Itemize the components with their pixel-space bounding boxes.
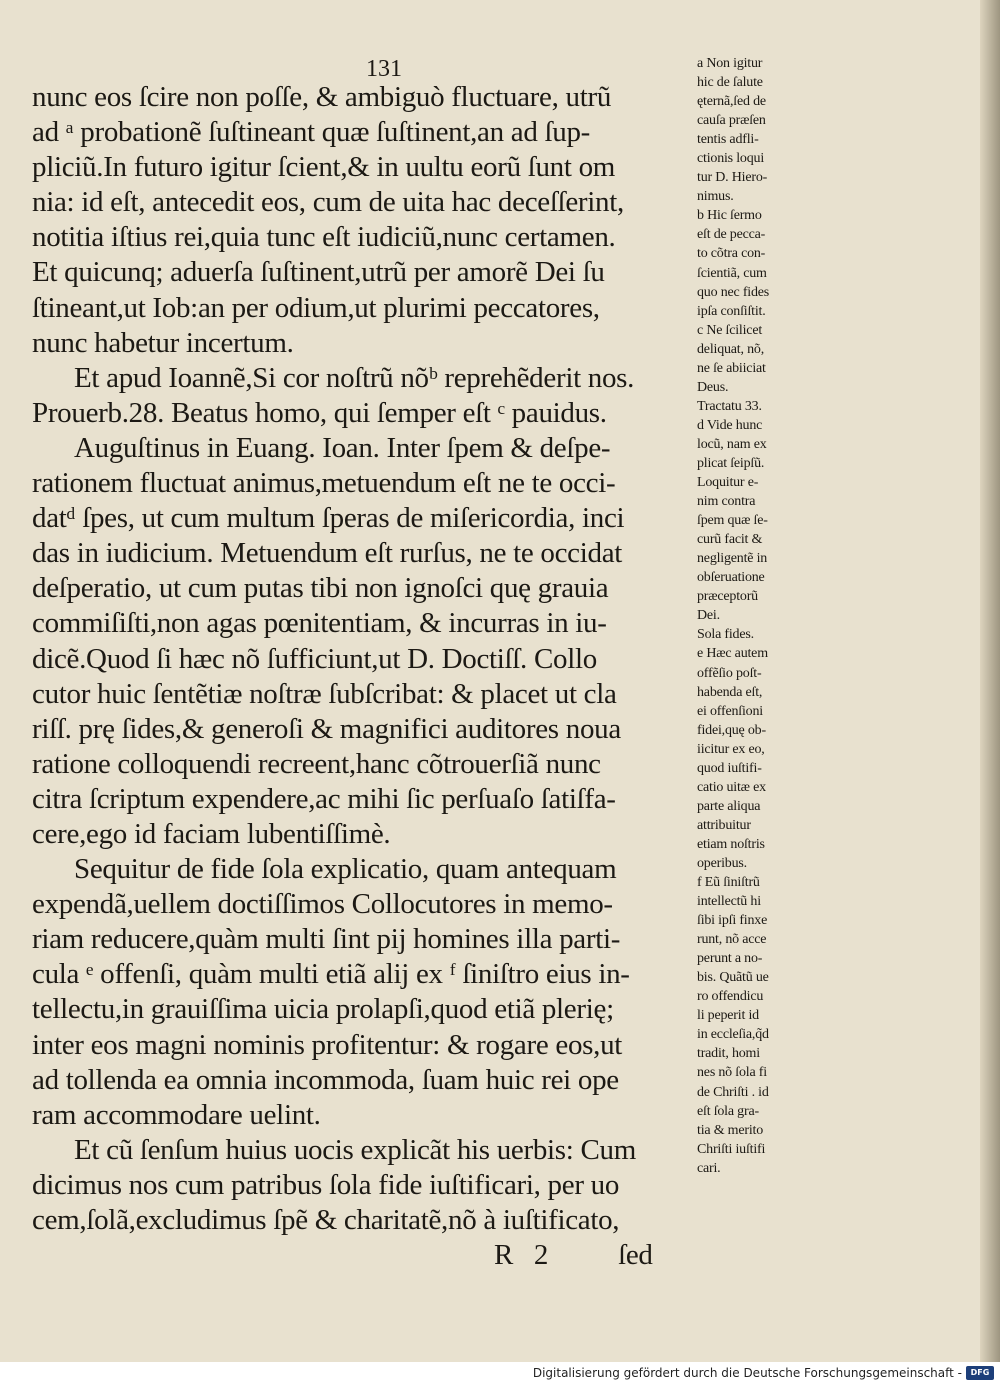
margin-note-line: Tractatu 33.	[697, 398, 762, 414]
margin-note-line: tur D. Hiero-	[697, 170, 768, 186]
text-line: nunc eos ſcire non poſſe, & ambiguò fluctuare, utrũ	[32, 81, 612, 113]
margin-note-line: Loquitur e-	[697, 475, 759, 491]
margin-note-line: nimus.	[697, 189, 734, 205]
margin-note-line: ſibi ipſi finxe	[697, 913, 768, 929]
margin-note-line: e Hæc autem	[697, 646, 768, 662]
margin-note-line: tia & merito	[697, 1122, 764, 1138]
margin-note-line: tradit, homi	[697, 1046, 760, 1062]
margin-note-line: ipſa conſiſtit.	[697, 303, 766, 319]
margin-note-line: parte aliqua	[697, 798, 761, 814]
text-line: inter eos magni nominis profitentur: & rogare eos,ut	[32, 1028, 623, 1061]
margin-note-line: cari.	[697, 1160, 721, 1176]
text-line: cula ᵉ offenſi, quàm multi etiã alij ex ᶠ ſiniſtro eius in-	[32, 958, 630, 991]
text-line: expendã,uellem doctiſſimos Collocutores in memo-	[32, 888, 613, 921]
text-line: Et quicunq; aduerſa ſuſtinent,utrũ per amorẽ Dei ſu	[32, 256, 605, 289]
text-line: dicẽ.Quod ſi hæc nõ ſufficiunt,ut D. Doctiſſ. Collo	[32, 642, 597, 675]
signature-mark: R 2	[494, 1239, 549, 1272]
text-line: Sequitur de fide ſola explicatio, quam antequam	[74, 853, 617, 886]
text-line: rationem fluctuat animus,metuendum eſt ne te occi-	[32, 467, 616, 500]
margin-note-line: perunt a no-	[697, 951, 763, 967]
text-line: pliciũ.In futuro igitur ſcient,& in uultu eorũ ſunt om	[32, 151, 616, 184]
text-line: cutor huic ſentẽtiæ noſtræ ſubſcribat: & placet ut cla	[32, 677, 617, 710]
margin-note-line: to cõtra con-	[697, 246, 766, 262]
margin-note-line: Deus.	[697, 379, 729, 395]
margin-note-line: Dei.	[697, 608, 720, 624]
margin-note-line: plicat ſeipſũ.	[697, 455, 765, 471]
text-line: ram accommodare uelint.	[32, 1098, 321, 1131]
margin-note-line: c Ne ſcilicet	[697, 322, 763, 338]
margin-note-line: operibus.	[697, 855, 747, 871]
text-line: Et apud Ioannẽ,Si cor noſtrũ nõᵇ reprehẽderit nos.	[74, 361, 635, 394]
margin-note-line: a Non igitur	[697, 56, 763, 71]
margin-note-line: ei offenſioni	[697, 703, 763, 719]
margin-note-line: obſeruatione	[697, 570, 765, 586]
margin-note-line: de Chriſti . id	[697, 1084, 769, 1100]
margin-note-line: intellectũ hi	[697, 894, 761, 910]
margin-note-line: etiam noſtris	[697, 836, 765, 852]
margin-note-line: præceptorũ	[697, 589, 758, 605]
text-line: cem,ſolã,excludimus ſpẽ & charitatẽ,nõ à iuſtificato,	[32, 1204, 620, 1236]
text-line: dicimus nos cum patribus ſola fide iuſtificari, per uo	[32, 1168, 620, 1201]
text-line: das in iudicium. Metuendum eſt rurſus, ne te occidat	[32, 537, 623, 570]
text-line: Prouerb.28. Beatus homo, qui ſemper eſt ᶜ pauidus.	[32, 396, 607, 429]
margin-note-line: curũ facit &	[697, 532, 763, 548]
margin-note-line: nim contra	[697, 494, 756, 510]
footer-bar	[0, 1362, 1000, 1385]
page-edge	[980, 0, 1000, 1362]
marginal-notes-block	[697, 54, 817, 1178]
text-line: tellectu,in grauiſſima uicia prolapſi,quod etiã plerię;	[32, 993, 614, 1026]
margin-note-line: tentis adfli-	[697, 132, 759, 148]
main-text-block	[32, 80, 692, 1273]
text-line: notitia iſtius rei,quia tunc eſt iudiciũ,nunc certamen.	[32, 221, 616, 254]
margin-note-line: Chriſti iuſtifi	[697, 1141, 766, 1157]
text-line: ſtineant,ut Iob:an per odium,ut plurimi peccatores,	[32, 291, 600, 324]
margin-note-line: ctionis loqui	[697, 151, 765, 167]
margin-note-line: f Eũ ſiniſtrũ	[697, 875, 760, 891]
catchword: ſed	[618, 1239, 653, 1272]
margin-note-line: in eccleſia,q̃d	[697, 1027, 769, 1043]
margin-note-line: b Hic ſermo	[697, 208, 762, 224]
text-line: datᵈ ſpes, ut cum multum ſperas de miſericordia, inci	[32, 502, 625, 535]
margin-note-line: habenda eſt,	[697, 684, 763, 700]
dfg-logo: DFG	[966, 1366, 994, 1380]
margin-note-line: iicitur ex eo,	[697, 741, 765, 757]
margin-note-line: eſt ſola gra-	[697, 1103, 759, 1119]
text-line: deſperatio, ut cum putas tibi non ignoſci quę grauia	[32, 572, 609, 605]
text-line: ad ᵃ probationẽ ſuſtineant quæ ſuſtinent,an ad ſup-	[32, 116, 591, 149]
text-line: nia: id eſt, antecedit eos, cum de uita hac deceſſerint,	[32, 186, 624, 219]
signature-line	[32, 1238, 692, 1273]
margin-note-line: negligentẽ in	[697, 551, 768, 567]
margin-note-line: ro offendicu	[697, 989, 764, 1005]
margin-note-line: ſcientiã, cum	[697, 265, 767, 281]
text-line: riſſ. prę ſides,& generoſi & magnifici auditores noua	[32, 712, 621, 745]
text-line: commiſiſti,non agas pœnitentiam, & incurras in iu-	[32, 607, 607, 640]
text-line: riam reducere,quàm multi ſint pij homines illa parti-	[32, 923, 621, 956]
text-line: Et cũ ſenſum huius uocis explicãt his uerbis: Cum	[74, 1133, 637, 1166]
margin-note-line: quod iuſtifi-	[697, 760, 762, 776]
margin-note-line: bis. Quãtũ ue	[697, 970, 769, 986]
text-line: nunc habetur incertum.	[32, 326, 294, 359]
margin-note-line: nes nõ ſola fi	[697, 1065, 767, 1081]
margin-note-line: Sola fides.	[697, 627, 754, 643]
text-line: citra ſcriptum expendere,ac mihi ſic perſuaſo ſatiſfa-	[32, 782, 616, 815]
text-line: cere,ego id faciam lubentiſſimè.	[32, 817, 391, 850]
margin-note-line: ęternã,ſed de	[697, 94, 766, 110]
margin-note-line: offẽſio poſt-	[697, 665, 762, 681]
margin-note-line: deliquat, nõ,	[697, 341, 764, 357]
margin-note-line: cauſa præſen	[697, 113, 766, 129]
footer-credit: Digitalisierung gefördert durch die Deutsche Forschungsgemeinschaft -	[532, 1366, 962, 1380]
margin-note-line: hic de ſalute	[697, 75, 763, 91]
margin-note-line: catio uitæ ex	[697, 779, 766, 795]
margin-note-line: ſpem quæ ſe-	[697, 513, 768, 529]
margin-note-line: fidei,quę ob-	[697, 722, 766, 738]
text-line: ratione colloquendi recreent,hanc cõtrouerſiã nunc	[32, 747, 601, 780]
text-line: ad tollenda ea omnia incommoda, ſuam huic rei ope	[32, 1063, 619, 1096]
margin-note-line: li peperit id	[697, 1008, 759, 1024]
page-number: 131	[366, 56, 402, 82]
margin-note-line: attribuitur	[697, 817, 751, 833]
margin-note-line: locũ, nam ex	[697, 436, 767, 452]
margin-note-line: d Vide hunc	[697, 417, 763, 433]
text-line: Auguſtinus in Euang. Ioan. Inter ſpem & deſpe-	[74, 431, 611, 464]
margin-note-line: ne ſe abiiciat	[697, 360, 766, 376]
margin-note-line: eſt de pecca-	[697, 227, 766, 243]
margin-note-line: runt, nõ acce	[697, 932, 767, 948]
margin-note-line: quo nec fides	[697, 284, 770, 300]
